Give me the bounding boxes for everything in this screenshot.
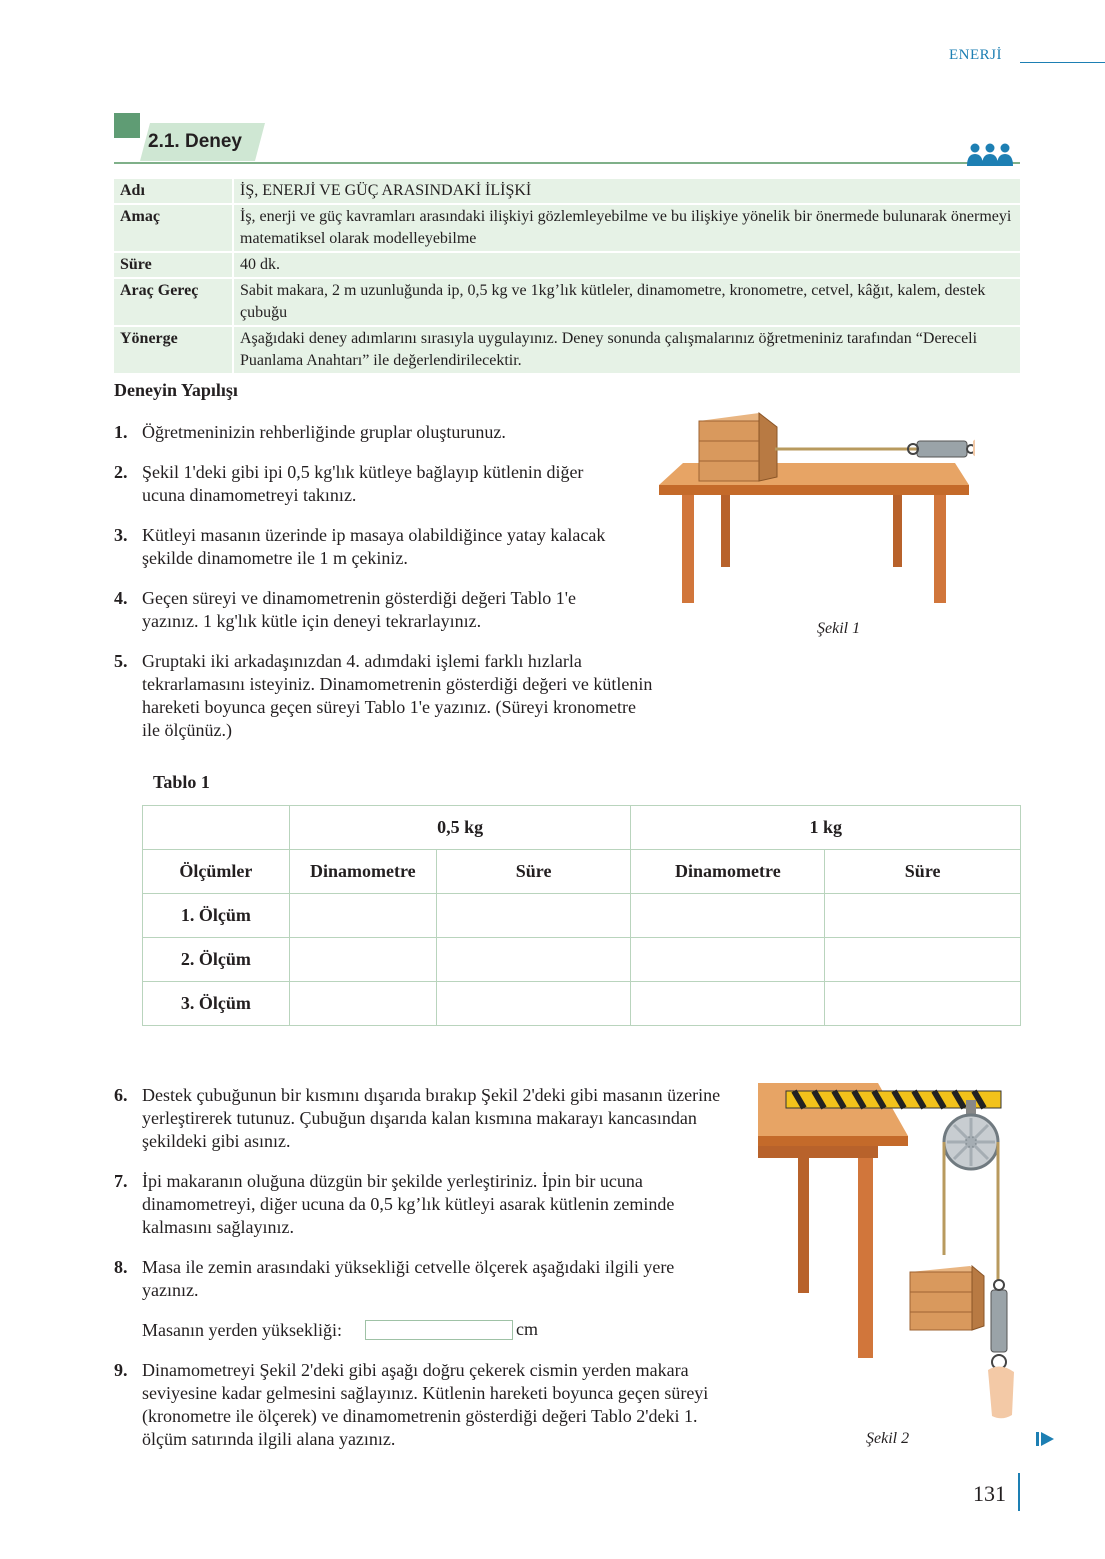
- step-number: 9.: [114, 1360, 128, 1380]
- info-value: Aşağıdaki deney adımlarını sırasıyla uygulayınız. Deney sonunda çalışmalarınız öğretmeniniz tarafından “Dereceli Puanlama Anahtarı” ile değerlendirilecektir.: [234, 327, 1020, 373]
- height-unit: cm: [516, 1319, 538, 1339]
- step-number: 3.: [114, 525, 128, 545]
- page-number-rule: [1018, 1473, 1020, 1511]
- hand-illustration: [988, 1366, 1014, 1418]
- blank-cell[interactable]: [825, 982, 1021, 1026]
- info-row: [114, 179, 1020, 203]
- info-value: Sabit makara, 2 m uzunluğunda ip, 0,5 kg ve 1kg’lık kütleler, dinamometre, kronometre, cetvel, kâğıt, kalem, destek çubuğu: [234, 279, 1020, 325]
- table-row: [143, 938, 1021, 982]
- info-key: Yönerge: [114, 327, 234, 373]
- info-row: [114, 279, 1020, 325]
- column-header: Dinamometre: [631, 850, 825, 894]
- crate-illustration: [910, 1266, 984, 1330]
- info-value: İş, enerji ve güç kavramları arasındaki ilişkiyi gözlemleyebilme ve bu ilişkiye yönelik bir önermede bulunarak önermeyi matematiksel olarak modelleyebilme: [234, 205, 1020, 251]
- row-header: 2. Ölçüm: [143, 938, 290, 982]
- table-height-input[interactable]: [365, 1320, 513, 1340]
- row-header: 3. Ölçüm: [143, 982, 290, 1026]
- row-header: 1. Ölçüm: [143, 894, 290, 938]
- step-text: Destek çubuğunun bir kısmını dışarıda bırakıp Şekil 2'deki gibi masanın üzerine yerleştirerek tutunuz. Çubuğun dışarıda kalan kısmına makarayı kancasından şekildeki gibi asınız.: [142, 1085, 721, 1151]
- step-text: Gruptaki iki arkadaşınızdan 4. adımdaki işlemi farklı hızlarla tekrarlamasını isteyiniz. Dinamometrenin gösterdiği değeri ve kütlenin hareketi boyunca geçen süreyi Tablo 1'e yazınız. (Süreyi kronometre ile ölçünüz.): [142, 651, 653, 740]
- table-illustration: [659, 463, 969, 603]
- pulley-icon: [944, 1100, 998, 1169]
- table-1-title: Tablo 1: [153, 772, 210, 792]
- step-number: 7.: [114, 1171, 128, 1191]
- column-header: Ölçümler: [143, 850, 290, 894]
- info-row: [114, 327, 1020, 373]
- step-text: İpi makaranın oluğuna düzgün bir şekilde yerleştiriniz. İpin bir ucuna dinamometreyi, diğer ucuna da 0,5 kg’lık kütleyi asarak kütlenin zeminde kalmasını sağlayınız.: [142, 1171, 675, 1237]
- blank-cell[interactable]: [289, 938, 436, 982]
- info-key: Adı: [114, 179, 234, 203]
- heading-rule: [114, 162, 1020, 164]
- figure-1-table-pull: [655, 405, 975, 610]
- group-header: 0,5 kg: [289, 806, 631, 850]
- page-number: 131: [973, 1481, 1006, 1506]
- blank-cell[interactable]: [825, 894, 1021, 938]
- column-header: Dinamometre: [289, 850, 436, 894]
- measurement-table-1: [142, 805, 1021, 1026]
- figure-1-caption: Şekil 1: [817, 620, 861, 637]
- step-number: 8.: [114, 1257, 128, 1277]
- section-title-rule: [1020, 62, 1105, 63]
- step-number: 2.: [114, 462, 128, 482]
- step-text: Öğretmeninizin rehberliğinde gruplar oluşturunuz.: [142, 422, 506, 442]
- blank-cell[interactable]: [436, 982, 631, 1026]
- blank-cell[interactable]: [436, 938, 631, 982]
- table-corner-cell: [143, 806, 290, 850]
- step-text: Dinamometreyi Şekil 2'deki gibi aşağı doğru çekerek cismin yerden makara seviyesine kadar gelmesini sağlayınız. Kütlenin hareketi boyunca geçen süreyi (kronometre ile ölçerek) ve dinamometrenin gösterdiği değeri Tablo 2'deki 1. ölçüm satırında ilgili alana yazınız.: [142, 1360, 709, 1449]
- step-number: 4.: [114, 588, 128, 608]
- table-illustration: [758, 1083, 908, 1358]
- blank-cell[interactable]: [289, 894, 436, 938]
- info-value: İŞ, ENERJİ VE GÜÇ ARASINDAKİ İLİŞKİ: [234, 179, 1020, 203]
- dynamometer-icon: [991, 1280, 1007, 1369]
- procedure-title: Deneyin Yapılışı: [114, 380, 238, 400]
- blank-cell[interactable]: [289, 982, 436, 1026]
- height-field-label: Masanın yerden yüksekliği:: [142, 1320, 342, 1340]
- heading-marker: [114, 113, 140, 138]
- crate-illustration: [699, 413, 777, 481]
- experiment-title: 2.1. Deney: [148, 131, 242, 152]
- next-page-arrow-icon[interactable]: [1036, 1430, 1056, 1448]
- step-number: 5.: [114, 651, 128, 671]
- step-number: 6.: [114, 1085, 128, 1105]
- experiment-info-table: [114, 177, 1020, 375]
- step-text: Masa ile zemin arasındaki yüksekliği cetvelle ölçerek aşağıdaki ilgili yere yazınız.: [142, 1257, 675, 1300]
- blank-cell[interactable]: [825, 938, 1021, 982]
- section-title: ENERJİ: [949, 47, 1002, 63]
- figure-2-caption: Şekil 2: [866, 1430, 910, 1447]
- steps-list-a: [114, 421, 654, 751]
- blank-cell[interactable]: [631, 938, 825, 982]
- dynamometer-icon: [908, 441, 975, 457]
- column-header: Süre: [825, 850, 1021, 894]
- group-people-icon: [966, 142, 1014, 166]
- step-number: 1.: [114, 422, 128, 442]
- info-key: Amaç: [114, 205, 234, 251]
- step-text: Kütleyi masanın üzerinde ip masaya olabildiğince yatay kalacak şekilde dinamometre ile 1 m çekiniz.: [142, 525, 606, 568]
- group-header: 1 kg: [631, 806, 1021, 850]
- table-row: [143, 894, 1021, 938]
- info-key: Araç Gereç: [114, 279, 234, 325]
- hand-illustration: [973, 435, 975, 462]
- info-row: [114, 205, 1020, 251]
- info-value: 40 dk.: [234, 253, 1020, 277]
- info-row: [114, 253, 1020, 277]
- step-text: Şekil 1'deki gibi ipi 0,5 kg'lık kütleye bağlayıp kütlenin diğer ucuna dinamometreyi takınız.: [142, 462, 584, 505]
- table-row: [143, 982, 1021, 1026]
- figure-2-pulley-setup: [758, 1080, 1028, 1425]
- column-header: Süre: [436, 850, 631, 894]
- blank-cell[interactable]: [631, 894, 825, 938]
- steps-list-b: [114, 1084, 724, 1464]
- info-key: Süre: [114, 253, 234, 277]
- step-text: Geçen süreyi ve dinamometrenin gösterdiği değeri Tablo 1'e yazınız. 1 kg'lık kütle için deneyi tekrarlayınız.: [142, 588, 577, 631]
- blank-cell[interactable]: [436, 894, 631, 938]
- blank-cell[interactable]: [631, 982, 825, 1026]
